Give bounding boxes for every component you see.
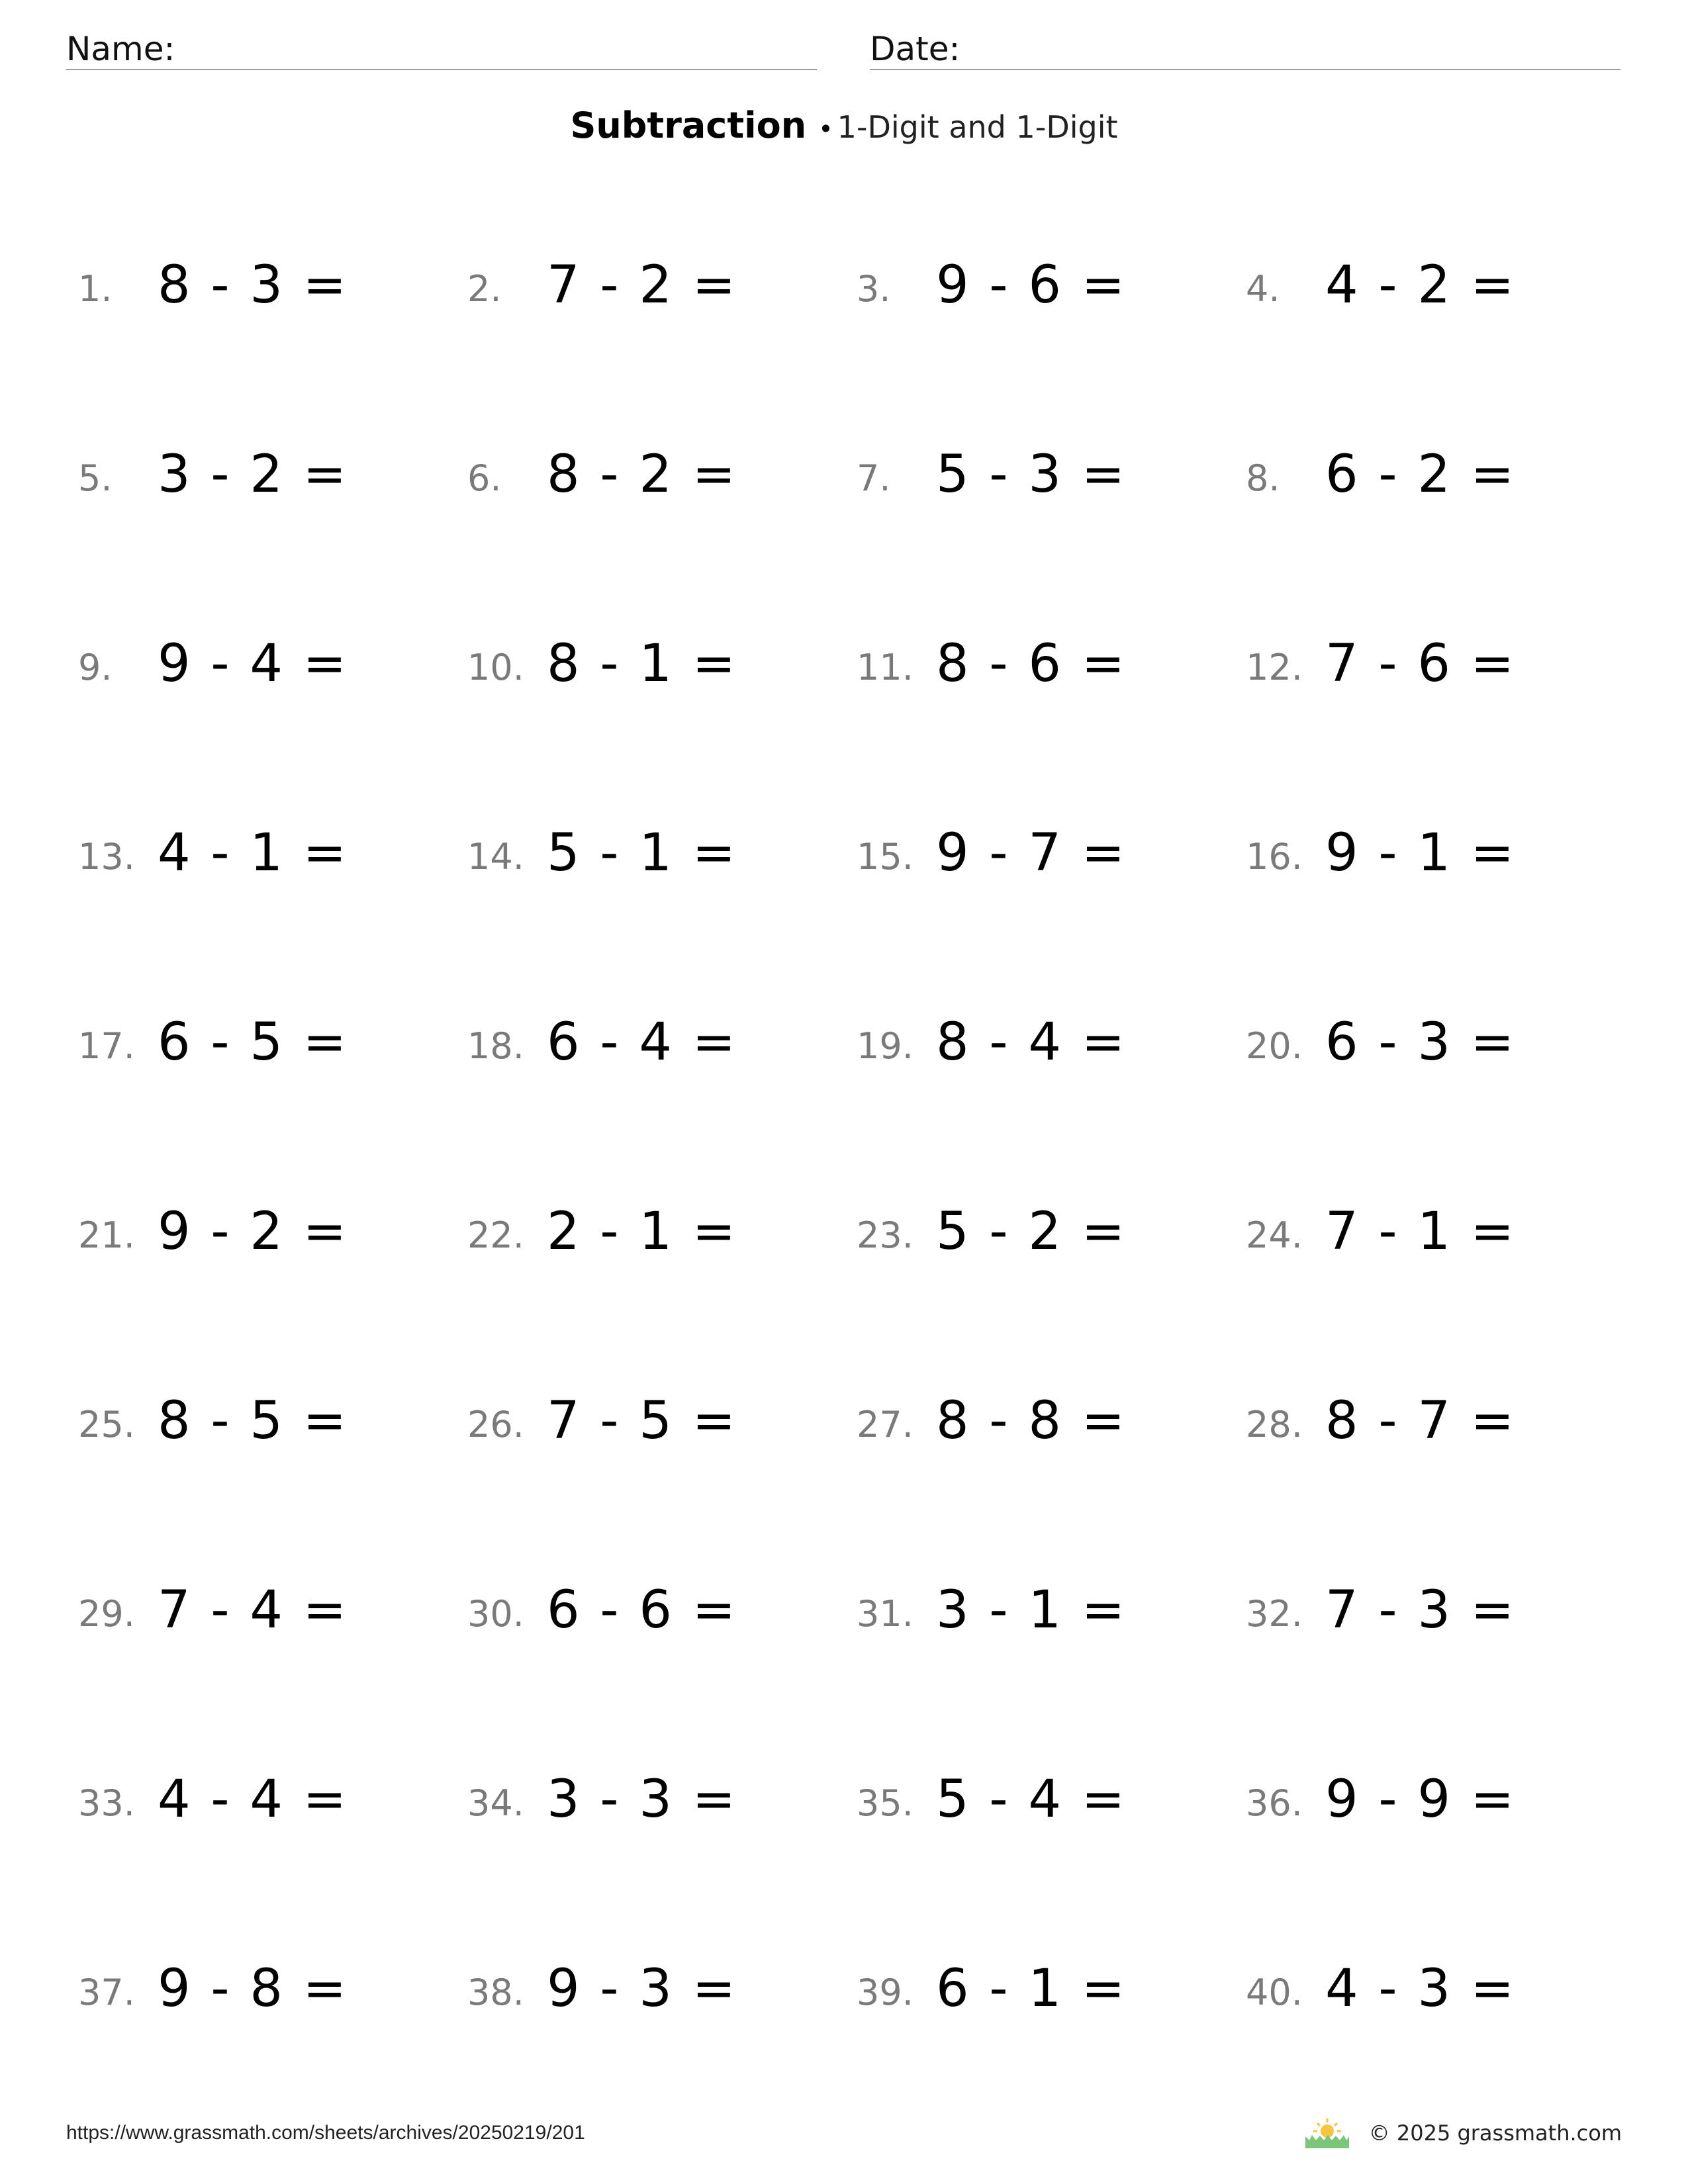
problem-item [1246,1959,1603,2028]
problem-number: 19. [857,1025,914,1067]
problem-number: 21. [78,1214,135,1256]
problem-item [1246,1015,1603,1081]
problem-expression: 5 - 1 = [547,823,736,883]
problem-expression: 4 - 2 = [1325,255,1515,315]
problem-number: 14. [467,836,524,878]
problem-number: 1. [78,268,113,310]
problem-expression: 9 - 8 = [158,1959,347,2019]
footer-url: https://www.grassmath.com/sheets/archives/20250219/201 [66,2122,585,2144]
problem-number: 5. [78,457,113,499]
problem-number: 33. [78,1782,135,1824]
problem-expression: 5 - 2 = [936,1202,1125,1261]
problem-expression: 7 - 3 = [1325,1580,1515,1640]
problem-expression: 9 - 3 = [547,1959,736,2019]
problem-number: 27. [857,1404,914,1445]
problem-number: 11. [857,647,914,688]
problem-expression: 6 - 3 = [1325,1013,1515,1072]
problem-number: 8. [1246,457,1280,499]
problem-number: 28. [1246,1404,1303,1445]
problem-item [78,1580,436,1649]
problem-item [1246,447,1603,514]
problem-number: 38. [467,1972,524,2013]
date-label: Date: [870,30,961,68]
problem-number: 22. [467,1214,524,1256]
problem-expression: 4 - 3 = [1325,1959,1515,2019]
problem-number: 9. [78,647,113,688]
title-bullet: • [818,114,833,144]
problem-item [467,255,825,324]
problem-expression: 8 - 1 = [547,634,736,694]
footer-brand [1304,2116,1622,2150]
problem-expression: 7 - 5 = [547,1391,736,1451]
problem-expression: 4 - 1 = [158,823,347,883]
problem-expression: 8 - 5 = [158,1391,347,1451]
copyright-text: © 2025 grassmath.com [1368,2120,1622,2146]
problem-expression: 7 - 6 = [1325,634,1515,694]
name-label: Name: [66,30,175,68]
problem-number: 18. [467,1025,524,1067]
problem-expression: 8 - 3 = [158,255,347,315]
problem-number: 36. [1246,1782,1303,1824]
problem-item [467,1391,825,1460]
problem-expression: 3 - 3 = [547,1770,736,1829]
problem-number: 35. [857,1782,914,1824]
grass-sun-logo-icon [1304,2116,1350,2150]
problem-item [857,634,1214,703]
problem-item [857,1580,1214,1649]
problem-expression: 8 - 2 = [547,445,736,504]
problem-item [78,823,436,892]
problem-number: 13. [78,836,135,878]
problem-item [78,1959,436,2028]
problem-item [857,823,1214,892]
problem-item [1246,1772,1603,1839]
problem-item [857,1772,1214,1839]
problem-item [1246,823,1603,892]
problem-item [467,823,825,892]
problem-item [467,1202,825,1271]
problem-item [1246,1580,1603,1649]
problem-expression: 6 - 2 = [1325,445,1515,504]
problem-expression: 3 - 1 = [936,1580,1125,1640]
problem-expression: 8 - 7 = [1325,1391,1515,1451]
problem-item [857,1959,1214,2028]
problem-number: 37. [78,1972,135,2013]
problem-item [1246,255,1603,324]
problem-number: 10. [467,647,524,688]
problem-expression: 6 - 4 = [547,1013,736,1072]
problem-item [857,1202,1214,1271]
problem-expression: 6 - 5 = [158,1013,347,1072]
problem-expression: 6 - 1 = [936,1959,1125,2019]
problem-item [467,1015,825,1081]
problem-item [857,447,1214,514]
problem-item [78,1391,436,1460]
problem-number: 4. [1246,268,1280,310]
problem-number: 16. [1246,836,1303,878]
problem-number: 40. [1246,1972,1303,2013]
problem-number: 2. [467,268,502,310]
problem-expression: 9 - 9 = [1325,1770,1515,1829]
problem-number: 30. [467,1593,524,1635]
problem-item [1246,634,1603,703]
problem-number: 31. [857,1593,914,1635]
problem-item [1246,1391,1603,1460]
problem-item [857,1015,1214,1081]
problem-item [1246,1202,1603,1271]
problem-expression: 2 - 1 = [547,1202,736,1261]
problem-expression: 5 - 3 = [936,445,1125,504]
problem-item [78,255,436,324]
problem-item [78,1772,436,1839]
problem-expression: 7 - 4 = [158,1580,347,1640]
problem-expression: 9 - 7 = [936,823,1125,883]
title-main: Subtraction [570,105,807,146]
problem-item [78,1015,436,1081]
problem-item [467,1959,825,2028]
problem-number: 26. [467,1404,524,1445]
title-subtitle: 1-Digit and 1-Digit [837,109,1118,145]
problem-expression: 9 - 4 = [158,634,347,694]
problem-expression: 6 - 6 = [547,1580,736,1640]
problem-item [857,255,1214,324]
problem-number: 17. [78,1025,135,1067]
problem-number: 39. [857,1972,914,2013]
problem-expression: 4 - 4 = [158,1770,347,1829]
problem-expression: 5 - 4 = [936,1770,1125,1829]
problem-expression: 3 - 2 = [158,445,347,504]
problem-item [467,1772,825,1839]
problem-item [857,1391,1214,1460]
problem-number: 20. [1246,1025,1303,1067]
problem-item [467,1580,825,1649]
problem-number: 34. [467,1782,524,1824]
problem-item [467,447,825,514]
problem-number: 12. [1246,647,1303,688]
problem-number: 29. [78,1593,135,1635]
problem-number: 3. [857,268,891,310]
problem-expression: 9 - 1 = [1325,823,1515,883]
problem-number: 15. [857,836,914,878]
problem-expression: 8 - 8 = [936,1391,1125,1451]
problem-number: 7. [857,457,891,499]
problem-expression: 9 - 2 = [158,1202,347,1261]
problem-number: 6. [467,457,502,499]
problem-item [78,447,436,514]
problem-expression: 8 - 4 = [936,1013,1125,1072]
problem-number: 25. [78,1404,135,1445]
problem-number: 32. [1246,1593,1303,1635]
problem-item [78,634,436,703]
problem-item [78,1202,436,1271]
problem-expression: 9 - 6 = [936,255,1125,315]
problem-number: 24. [1246,1214,1303,1256]
problem-expression: 7 - 2 = [547,255,736,315]
problem-expression: 8 - 6 = [936,634,1125,694]
problem-number: 23. [857,1214,914,1256]
problem-item [467,634,825,703]
problem-expression: 7 - 1 = [1325,1202,1515,1261]
